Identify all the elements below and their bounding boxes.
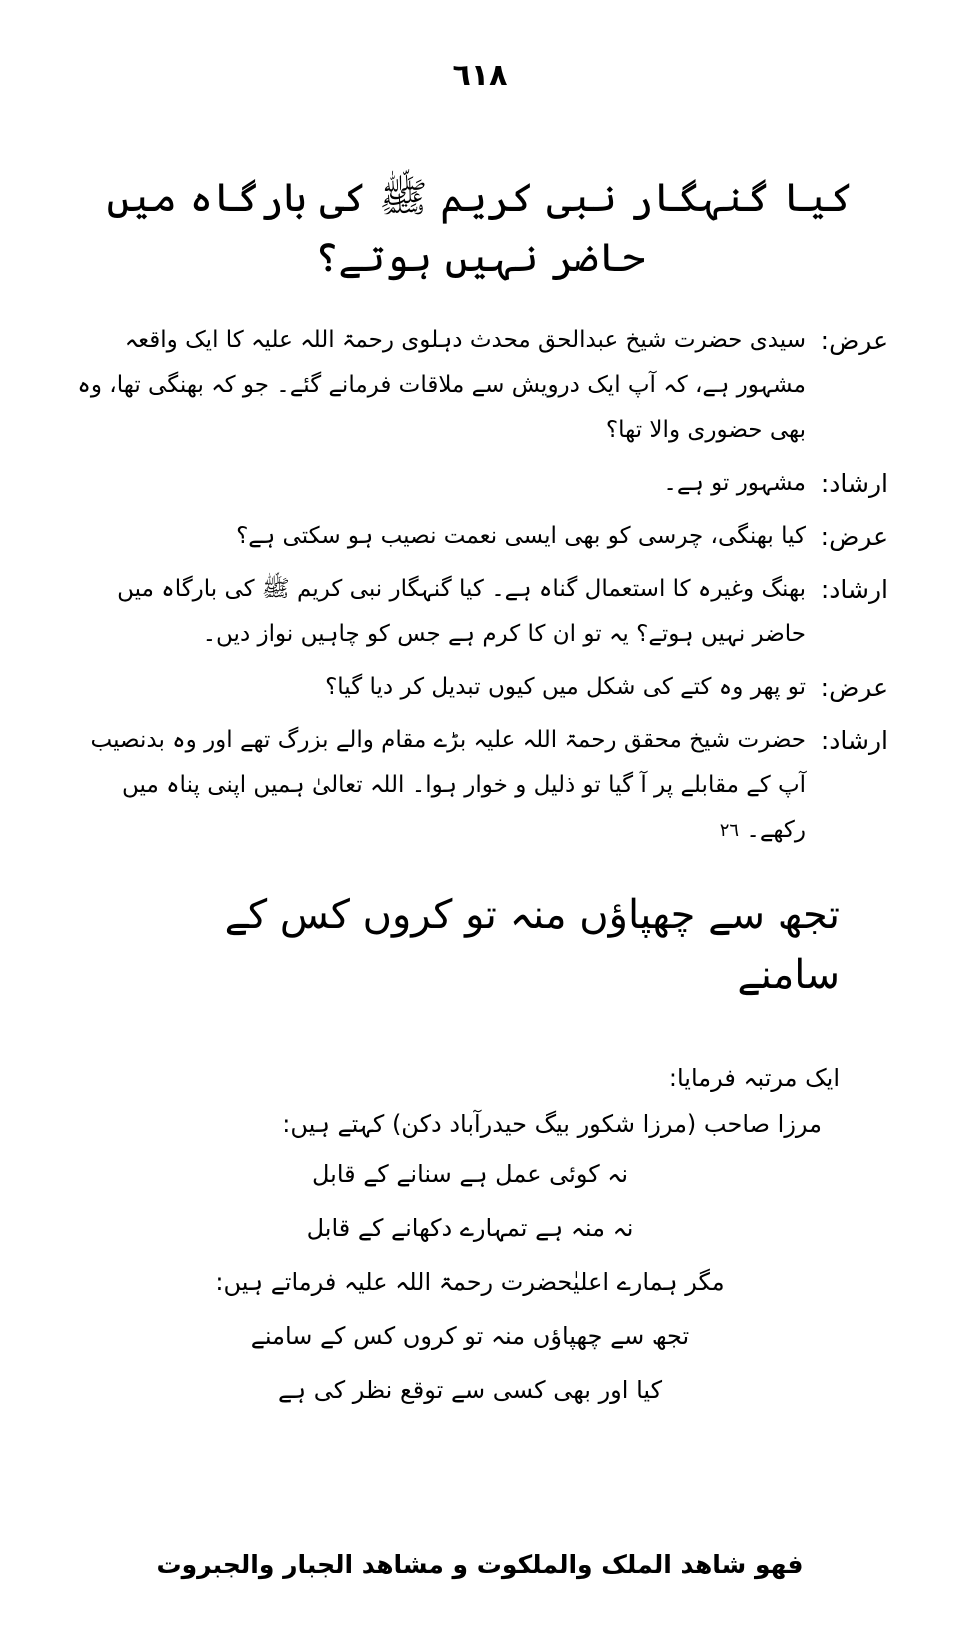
poem-transition: مگر ہمارے اعلیٰحضرت رحمۃ اللہ علیہ فرماتے ہیں: (215, 1268, 725, 1296)
speaker-label: عرض: (820, 673, 888, 702)
page-number: ٦١٨ (452, 58, 508, 93)
speech-text: تو پھر وہ کتے کی شکل میں کیوں تبدیل کر دیا گیا؟ (325, 674, 806, 700)
poem-verse: کیا اور بھی کسی سے توقع نظر کی ہے (277, 1376, 663, 1404)
dialogue-entry (68, 318, 888, 453)
poem-intro: ایک مرتبہ فرمایا: (668, 1064, 840, 1092)
poem-attribution: مرزا صاحب (مرزا شکور بیگ حیدرآباد دکن) کہتے ہیں: (282, 1110, 822, 1138)
speech-text: کیا بھنگی، چرسی کو بھی ایسی نعمت نصیب ہو سکتی ہے؟ (236, 523, 806, 549)
footnote-marker: ٢٦ (719, 820, 740, 841)
speaker-label: عرض: (820, 522, 888, 551)
section-heading-2: تجھ سے چھپاؤں منہ تو کروں کس کے سامنے (224, 892, 840, 998)
dialogue-section (68, 318, 888, 861)
speaker-label: ارشاد: (820, 469, 888, 498)
speaker-label: عرض: (820, 326, 888, 355)
speech-text: سیدی حضرت شیخ عبدالحق محدث دہلوی رحمۃ اللہ علیہ کا ایک واقعہ مشہور ہے، کہ آپ ایک درویش سے ملاقات فرمانے گئے۔ جو کہ بھنگی تھا، وہ بھی حضوری والا تھا؟ (77, 327, 806, 443)
poem-verse: نہ منہ ہے تمہارے دکھانے کے قابل (306, 1214, 634, 1242)
dialogue-entry (68, 514, 888, 559)
speech-body: حضرت شیخ محقق رحمۃ اللہ علیہ بڑے مقام والے بزرگ تھے اور وہ بدنصیب آپ کے مقابلے پر آ گیا تو ذلیل و خوار ہوا۔ اللہ تعالیٰ ہمیں اپنی پناہ میں رکھے۔ (90, 727, 806, 843)
speaker-label: ارشاد: (820, 726, 888, 755)
section-heading-1: کیا گنہگار نبی کریم ﷺ کی بارگاہ میں حاضر نہیں ہوتے؟ (106, 175, 854, 281)
poem-verse: نہ کوئی عمل ہے سنانے کے قابل (311, 1160, 629, 1188)
dialogue-entry (68, 567, 888, 657)
speech-text (68, 718, 806, 853)
dialogue-entry (68, 665, 888, 710)
dialogue-entry (68, 718, 888, 853)
closing-arabic-line: فھو شاھد الملک والملکوت و مشاھد الجبار والجبروت (156, 1550, 804, 1579)
poem-section (100, 1055, 840, 1417)
speech-text: مشہور تو ہے۔ (663, 470, 806, 496)
dialogue-entry (68, 461, 888, 506)
speaker-label: ارشاد: (820, 575, 888, 604)
speech-text: بھنگ وغیرہ کا استعمال گناہ ہے۔ کیا گنہگار نبی کریم ﷺ کی بارگاہ میں حاضر نہیں ہوتے؟ یہ تو ان کا کرم ہے جس کو چاہیں نواز دیں۔ (117, 576, 806, 647)
poem-verse: تجھ سے چھپاؤں منہ تو کروں کس کے سامنے (250, 1322, 690, 1350)
